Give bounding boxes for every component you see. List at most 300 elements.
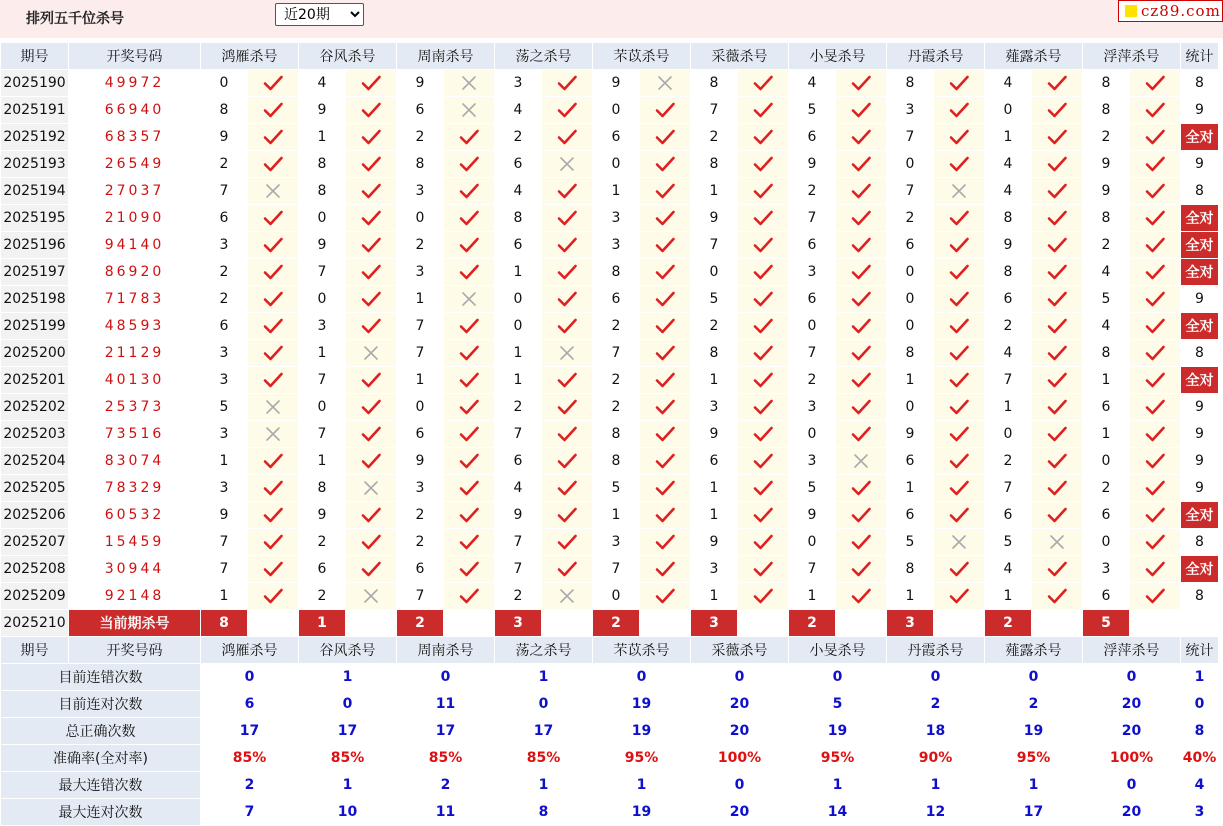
check-icon — [934, 583, 985, 610]
kill-number-cell: 3 — [593, 205, 640, 232]
header-expert: 浮萍杀号 — [1083, 637, 1181, 664]
kill-number-cell: 2 — [397, 232, 444, 259]
kill-number-cell: 2 — [201, 151, 248, 178]
stat-cell: 9 — [1181, 448, 1219, 475]
summary-value: 19 — [985, 718, 1083, 745]
check-icon — [1130, 97, 1181, 124]
issue-cell: 2025202 — [1, 394, 69, 421]
check-icon — [1130, 583, 1181, 610]
draw-number-cell: 21129 — [69, 340, 201, 367]
current-kill-blank — [542, 610, 593, 637]
kill-number-cell: 0 — [887, 313, 934, 340]
check-icon — [444, 583, 495, 610]
check-icon — [444, 367, 495, 394]
check-icon — [248, 448, 299, 475]
check-icon — [346, 232, 397, 259]
kill-number-cell: 0 — [495, 286, 542, 313]
check-icon — [542, 367, 593, 394]
kill-number-cell: 0 — [593, 151, 640, 178]
draw-number-cell: 68357 — [69, 124, 201, 151]
check-icon — [248, 97, 299, 124]
check-icon — [444, 313, 495, 340]
kill-number-cell: 3 — [397, 475, 444, 502]
kill-number-cell: 8 — [887, 340, 934, 367]
summary-value: 0 — [691, 772, 789, 799]
kill-number-cell: 2 — [201, 286, 248, 313]
kill-number-cell: 6 — [985, 502, 1032, 529]
kill-number-cell: 7 — [397, 583, 444, 610]
kill-number-cell: 7 — [691, 232, 738, 259]
check-icon — [640, 151, 691, 178]
summary-value: 17 — [201, 718, 299, 745]
check-icon — [444, 529, 495, 556]
draw-number-cell: 48593 — [69, 313, 201, 340]
table-row — [1, 529, 1219, 556]
check-icon — [1032, 232, 1083, 259]
kill-number-cell: 1 — [299, 340, 346, 367]
draw-number-cell: 71783 — [69, 286, 201, 313]
check-icon — [346, 178, 397, 205]
draw-number-cell: 15459 — [69, 529, 201, 556]
check-icon — [346, 448, 397, 475]
summary-value: 20 — [691, 691, 789, 718]
check-icon — [738, 556, 789, 583]
check-icon — [542, 502, 593, 529]
summary-value: 20 — [1083, 799, 1181, 826]
check-icon — [444, 448, 495, 475]
kill-number-cell: 9 — [691, 529, 738, 556]
kill-number-cell: 0 — [201, 70, 248, 97]
stat-cell: 全对 — [1181, 367, 1219, 394]
draw-number-cell: 49972 — [69, 70, 201, 97]
current-kill-blank — [444, 610, 495, 637]
check-icon — [1130, 70, 1181, 97]
kill-number-cell: 5 — [789, 97, 836, 124]
header-expert: 荡之杀号 — [495, 43, 593, 70]
issue-cell: 2025208 — [1, 556, 69, 583]
check-icon — [248, 232, 299, 259]
kill-number-cell: 7 — [593, 556, 640, 583]
kill-number-cell: 8 — [985, 259, 1032, 286]
kill-number-cell: 4 — [789, 70, 836, 97]
kill-number-cell: 2 — [299, 583, 346, 610]
check-icon — [640, 502, 691, 529]
current-kill-number: 2 — [593, 610, 640, 637]
issue-cell: 2025203 — [1, 421, 69, 448]
kill-number-cell: 8 — [691, 70, 738, 97]
check-icon — [836, 286, 887, 313]
kill-number-cell: 7 — [691, 97, 738, 124]
kill-number-cell: 1 — [691, 583, 738, 610]
kill-number-cell: 7 — [397, 340, 444, 367]
kill-number-cell: 9 — [691, 421, 738, 448]
kill-number-cell: 4 — [1083, 259, 1130, 286]
current-kill-blank — [738, 610, 789, 637]
summary-label: 总正确次数 — [1, 718, 201, 745]
kill-number-cell: 2 — [985, 313, 1032, 340]
kill-number-cell: 5 — [593, 475, 640, 502]
check-icon — [934, 556, 985, 583]
kill-number-cell: 6 — [397, 97, 444, 124]
summary-value: 11 — [397, 799, 495, 826]
check-icon — [738, 529, 789, 556]
summary-row — [1, 799, 1219, 826]
summary-value: 14 — [789, 799, 887, 826]
kill-number-cell: 7 — [397, 313, 444, 340]
kill-number-cell: 0 — [887, 286, 934, 313]
current-stat-blank — [1181, 610, 1219, 637]
kill-number-cell: 9 — [1083, 151, 1130, 178]
kill-number-cell: 6 — [1083, 583, 1130, 610]
check-icon — [248, 529, 299, 556]
draw-number-cell: 66940 — [69, 97, 201, 124]
kill-number-cell: 7 — [593, 340, 640, 367]
cross-icon — [444, 97, 495, 124]
check-icon — [640, 421, 691, 448]
check-icon — [248, 367, 299, 394]
kill-number-cell: 1 — [887, 475, 934, 502]
check-icon — [934, 232, 985, 259]
check-icon — [1032, 151, 1083, 178]
cross-icon — [1032, 529, 1083, 556]
check-icon — [444, 502, 495, 529]
kill-number-cell: 5 — [887, 529, 934, 556]
kill-number-cell: 7 — [201, 556, 248, 583]
draw-number-cell: 40130 — [69, 367, 201, 394]
kill-number-cell: 9 — [201, 502, 248, 529]
check-icon — [248, 475, 299, 502]
check-icon — [836, 151, 887, 178]
current-kill-number: 5 — [1083, 610, 1130, 637]
current-kill-blank — [934, 610, 985, 637]
check-icon — [738, 286, 789, 313]
check-icon — [346, 70, 397, 97]
check-icon — [542, 205, 593, 232]
kill-number-cell: 8 — [299, 178, 346, 205]
check-icon — [934, 70, 985, 97]
cross-icon — [640, 70, 691, 97]
check-icon — [738, 421, 789, 448]
check-icon — [934, 367, 985, 394]
header-expert: 小旻杀号 — [789, 43, 887, 70]
check-icon — [444, 178, 495, 205]
logo-square-icon — [1125, 5, 1137, 17]
kill-number-cell: 6 — [397, 421, 444, 448]
kill-number-cell: 8 — [593, 421, 640, 448]
kill-number-cell: 3 — [1083, 556, 1130, 583]
check-icon — [444, 205, 495, 232]
check-icon — [836, 502, 887, 529]
summary-value: 20 — [1083, 718, 1181, 745]
check-icon — [836, 232, 887, 259]
cross-icon — [542, 151, 593, 178]
check-icon — [346, 286, 397, 313]
current-kill-blank — [248, 610, 299, 637]
kill-number-cell: 3 — [397, 259, 444, 286]
header-expert: 谷风杀号 — [299, 637, 397, 664]
summary-value: 10 — [299, 799, 397, 826]
kill-number-cell: 1 — [691, 178, 738, 205]
check-icon — [1130, 529, 1181, 556]
stat-cell: 9 — [1181, 421, 1219, 448]
check-icon — [1130, 502, 1181, 529]
issue-cell: 2025198 — [1, 286, 69, 313]
kill-number-cell: 9 — [299, 502, 346, 529]
current-kill-row — [1, 610, 1219, 637]
summary-stat: 4 — [1181, 772, 1219, 799]
check-icon — [542, 475, 593, 502]
issue-cell: 2025205 — [1, 475, 69, 502]
check-icon — [346, 394, 397, 421]
summary-value: 8 — [495, 799, 593, 826]
table-row — [1, 313, 1219, 340]
check-icon — [1032, 259, 1083, 286]
summary-value: 0 — [299, 691, 397, 718]
table-row — [1, 205, 1219, 232]
kill-number-cell: 9 — [985, 232, 1032, 259]
summary-row — [1, 772, 1219, 799]
check-icon — [1032, 178, 1083, 205]
check-icon — [346, 97, 397, 124]
check-icon — [444, 151, 495, 178]
kill-number-cell: 6 — [887, 232, 934, 259]
check-icon — [248, 556, 299, 583]
kill-number-cell: 2 — [985, 448, 1032, 475]
summary-value: 0 — [1083, 772, 1181, 799]
header-issue: 期号 — [1, 637, 69, 664]
check-icon — [542, 313, 593, 340]
header-expert: 周南杀号 — [397, 43, 495, 70]
check-icon — [934, 259, 985, 286]
check-icon — [444, 421, 495, 448]
check-icon — [1130, 286, 1181, 313]
summary-value: 12 — [887, 799, 985, 826]
kill-number-cell: 6 — [887, 448, 934, 475]
check-icon — [1130, 151, 1181, 178]
kill-number-cell: 8 — [299, 475, 346, 502]
kill-number-cell: 2 — [495, 583, 542, 610]
stat-cell: 8 — [1181, 529, 1219, 556]
summary-row — [1, 745, 1219, 772]
check-icon — [1032, 394, 1083, 421]
kill-number-cell: 0 — [1083, 448, 1130, 475]
kill-number-cell: 1 — [789, 583, 836, 610]
kill-number-cell: 2 — [691, 124, 738, 151]
kill-number-cell: 3 — [691, 394, 738, 421]
stat-cell: 9 — [1181, 151, 1219, 178]
site-logo[interactable] — [1118, 0, 1223, 22]
summary-value: 0 — [789, 664, 887, 691]
summary-value: 1 — [299, 664, 397, 691]
check-icon — [444, 232, 495, 259]
table-row — [1, 97, 1219, 124]
kill-number-cell: 2 — [495, 394, 542, 421]
current-kill-blank — [346, 610, 397, 637]
check-icon — [934, 340, 985, 367]
kill-number-cell: 0 — [299, 205, 346, 232]
kill-number-cell: 0 — [985, 421, 1032, 448]
kill-number-cell: 3 — [593, 232, 640, 259]
check-icon — [640, 367, 691, 394]
kill-number-cell: 7 — [201, 529, 248, 556]
check-icon — [640, 259, 691, 286]
summary-value: 85% — [397, 745, 495, 772]
kill-number-cell: 6 — [299, 556, 346, 583]
header-stat: 统计 — [1181, 43, 1219, 70]
kill-number-cell: 1 — [299, 124, 346, 151]
issue-cell: 2025192 — [1, 124, 69, 151]
kill-number-cell: 2 — [1083, 475, 1130, 502]
kill-number-cell: 0 — [593, 583, 640, 610]
check-icon — [1130, 259, 1181, 286]
kill-number-cell: 2 — [1083, 124, 1130, 151]
check-icon — [1130, 313, 1181, 340]
kill-number-cell: 8 — [691, 151, 738, 178]
kill-number-cell: 6 — [495, 151, 542, 178]
check-icon — [1130, 205, 1181, 232]
kill-number-cell: 2 — [593, 394, 640, 421]
cross-icon — [346, 475, 397, 502]
check-icon — [248, 124, 299, 151]
current-issue-cell: 2025210 — [1, 610, 69, 637]
kill-number-cell: 3 — [201, 232, 248, 259]
summary-value: 0 — [887, 664, 985, 691]
draw-number-cell: 73516 — [69, 421, 201, 448]
check-icon — [1130, 232, 1181, 259]
period-select[interactable] — [275, 3, 364, 26]
check-icon — [934, 475, 985, 502]
summary-value: 0 — [985, 664, 1083, 691]
draw-number-cell: 60532 — [69, 502, 201, 529]
check-icon — [836, 475, 887, 502]
summary-value: 2 — [887, 691, 985, 718]
draw-number-cell: 25373 — [69, 394, 201, 421]
issue-cell: 2025207 — [1, 529, 69, 556]
current-kill-number: 2 — [789, 610, 836, 637]
kill-number-cell: 7 — [201, 178, 248, 205]
draw-number-cell: 21090 — [69, 205, 201, 232]
table-row — [1, 70, 1219, 97]
header-expert: 小旻杀号 — [789, 637, 887, 664]
kill-number-cell: 9 — [495, 502, 542, 529]
current-kill-number: 3 — [495, 610, 542, 637]
stat-cell: 全对 — [1181, 259, 1219, 286]
header-expert: 薤露杀号 — [985, 637, 1083, 664]
header-expert: 芣苡杀号 — [593, 637, 691, 664]
stat-cell: 全对 — [1181, 232, 1219, 259]
summary-stat: 3 — [1181, 799, 1219, 826]
kill-number-cell: 8 — [1083, 340, 1130, 367]
check-icon — [444, 340, 495, 367]
check-icon — [836, 340, 887, 367]
check-icon — [640, 205, 691, 232]
summary-value: 19 — [593, 799, 691, 826]
kill-number-cell: 8 — [1083, 205, 1130, 232]
check-icon — [1130, 475, 1181, 502]
check-icon — [934, 97, 985, 124]
current-kill-blank — [1130, 610, 1181, 637]
kill-number-cell: 2 — [397, 124, 444, 151]
kill-number-cell: 9 — [789, 502, 836, 529]
check-icon — [346, 205, 397, 232]
summary-value: 1 — [985, 772, 1083, 799]
draw-number-cell: 27037 — [69, 178, 201, 205]
kill-number-cell: 0 — [887, 259, 934, 286]
check-icon — [444, 124, 495, 151]
table-row — [1, 475, 1219, 502]
current-kill-number: 2 — [985, 610, 1032, 637]
check-icon — [934, 448, 985, 475]
kill-number-cell: 8 — [593, 448, 640, 475]
check-icon — [738, 475, 789, 502]
kill-number-cell: 8 — [299, 151, 346, 178]
check-icon — [542, 97, 593, 124]
check-icon — [640, 124, 691, 151]
kill-number-cell: 6 — [593, 286, 640, 313]
stat-cell: 全对 — [1181, 502, 1219, 529]
kill-number-cell: 0 — [397, 205, 444, 232]
check-icon — [542, 448, 593, 475]
kill-number-cell: 7 — [789, 340, 836, 367]
kill-number-cell: 2 — [691, 313, 738, 340]
check-icon — [640, 286, 691, 313]
check-icon — [1032, 448, 1083, 475]
summary-label: 最大连对次数 — [1, 799, 201, 826]
check-icon — [640, 97, 691, 124]
summary-value: 2 — [985, 691, 1083, 718]
current-kill-number: 8 — [201, 610, 248, 637]
kill-number-cell: 8 — [1083, 70, 1130, 97]
check-icon — [836, 70, 887, 97]
kill-number-cell: 2 — [789, 178, 836, 205]
table-row — [1, 286, 1219, 313]
kill-number-cell: 5 — [985, 529, 1032, 556]
check-icon — [542, 178, 593, 205]
check-icon — [542, 286, 593, 313]
kill-number-cell: 6 — [593, 124, 640, 151]
table-row — [1, 178, 1219, 205]
check-icon — [738, 313, 789, 340]
kill-number-cell: 1 — [495, 259, 542, 286]
summary-value: 85% — [201, 745, 299, 772]
check-icon — [640, 475, 691, 502]
kill-number-cell: 2 — [397, 502, 444, 529]
check-icon — [1130, 178, 1181, 205]
table-row — [1, 421, 1219, 448]
stat-cell: 8 — [1181, 583, 1219, 610]
summary-value: 90% — [887, 745, 985, 772]
kill-number-cell: 3 — [789, 448, 836, 475]
issue-cell: 2025194 — [1, 178, 69, 205]
kill-number-cell: 6 — [201, 205, 248, 232]
check-icon — [542, 529, 593, 556]
page-title: 排列五千位杀号 — [26, 11, 124, 27]
check-icon — [738, 502, 789, 529]
check-icon — [640, 232, 691, 259]
check-icon — [248, 151, 299, 178]
kill-number-cell: 7 — [495, 556, 542, 583]
check-icon — [836, 394, 887, 421]
stat-cell: 9 — [1181, 97, 1219, 124]
cross-icon — [542, 583, 593, 610]
check-icon — [444, 394, 495, 421]
kill-number-cell: 9 — [201, 124, 248, 151]
check-icon — [836, 97, 887, 124]
kill-number-cell: 6 — [201, 313, 248, 340]
check-icon — [738, 583, 789, 610]
kill-number-cell: 1 — [593, 502, 640, 529]
current-kill-blank — [1032, 610, 1083, 637]
